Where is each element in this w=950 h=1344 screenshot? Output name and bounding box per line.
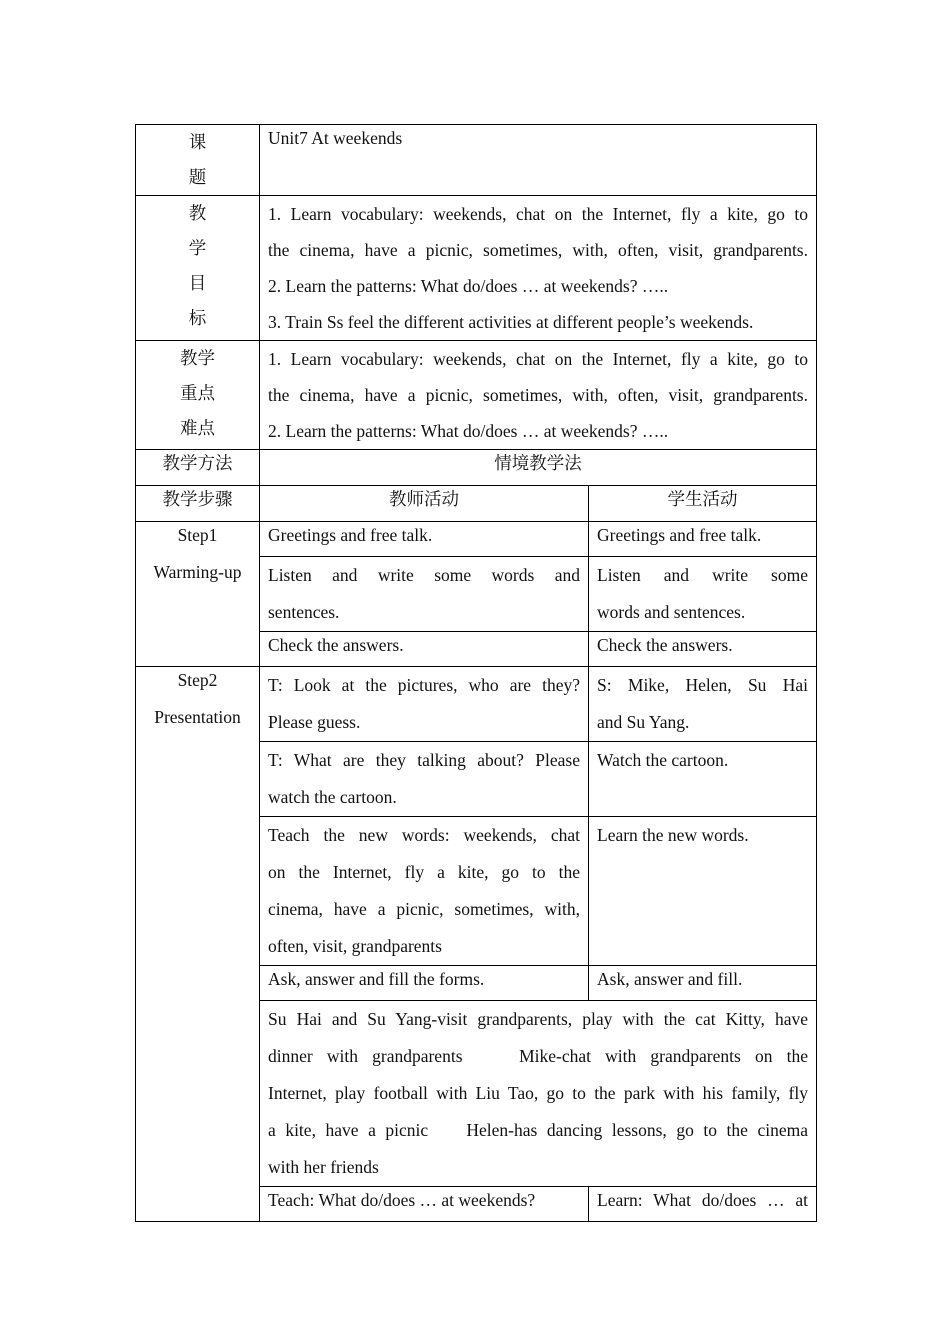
key-points-line: the cinema, have a picnic, sometimes, with, often, visit, grandparents. (268, 385, 808, 405)
teacher-activity: Greetings and free talk. (260, 522, 589, 557)
steps-header-row (136, 486, 817, 522)
student-activity: Learn the new words. (589, 817, 817, 966)
student-activity: Ask, answer and fill. (589, 966, 817, 1001)
student-activity-header: 学生活动 (589, 486, 817, 522)
topic-value: Unit7 At weekends (260, 125, 817, 196)
teacher-activity: T: What are they talking about? Please watch the cartoon. (260, 742, 589, 817)
method-value: 情境教学法 (260, 450, 817, 486)
key-points-label: 教学 重点 难点 (136, 341, 260, 450)
key-points-text (260, 341, 817, 450)
step2-row (136, 667, 817, 742)
student-activity: Watch the cartoon. (589, 742, 817, 817)
goals-label: 教 学 目 标 (136, 196, 260, 341)
step1-label: Step1 Warming-up (136, 522, 260, 667)
goals-text (260, 196, 817, 341)
lesson-plan-table (135, 124, 817, 1222)
topic-label: 课 题 (136, 125, 260, 196)
teacher-activity: T: Look at the pictures, who are they? Please guess. (260, 667, 589, 742)
topic-row (136, 125, 817, 196)
key-points-line: 1. Learn vocabulary: weekends, chat on the Internet, fly a kite, go to (268, 349, 808, 369)
method-label: 教学方法 (136, 450, 260, 486)
student-activity: Greetings and free talk. (589, 522, 817, 557)
teacher-activity: Listen and write some words and sentences. (260, 557, 589, 632)
teacher-activity: Ask, answer and fill the forms. (260, 966, 589, 1001)
goals-row (136, 196, 817, 341)
teacher-activity-header: 教师活动 (260, 486, 589, 522)
student-activity: S: Mike, Helen, Su Hai and Su Yang. (589, 667, 817, 742)
goals-line: 1. Learn vocabulary: weekends, chat on the Internet, fly a kite, go to (268, 204, 808, 224)
key-points-line: 2. Learn the patterns: What do/does … at weekends? ….. (268, 421, 669, 441)
key-points-row (136, 341, 817, 450)
student-activity: Listen and write some words and sentences. (589, 557, 817, 632)
goals-line: 2. Learn the patterns: What do/does … at weekends? ….. (268, 276, 669, 296)
step2-label: Step2 Presentation (136, 667, 260, 1222)
student-activity: Learn: What do/does … at (589, 1187, 817, 1222)
step1-row (136, 522, 817, 557)
goals-line: the cinema, have a picnic, sometimes, with, often, visit, grandparents. (268, 240, 808, 260)
step2-merged-text: Su Hai and Su Yang-visit grandparents, play with the cat Kitty, have dinner with grandparents Mike-chat with grandparents on the Internet, play football with Liu Tao, go to the park with his family, fly a kite, have a picnic Helen-has dancing lessons, go to the cinema with her friends (260, 1001, 817, 1187)
teacher-activity: Check the answers. (260, 632, 589, 667)
teacher-activity: Teach: What do/does … at weekends? (260, 1187, 589, 1222)
steps-label: 教学步骤 (136, 486, 260, 522)
goals-line: 3. Train Ss feel the different activities at different people’s weekends. (268, 312, 754, 332)
method-row (136, 450, 817, 486)
teacher-activity: Teach the new words: weekends, chat on the Internet, fly a kite, go to the cinema, have a picnic, sometimes, with, often, visit, grandparents (260, 817, 589, 966)
student-activity: Check the answers. (589, 632, 817, 667)
